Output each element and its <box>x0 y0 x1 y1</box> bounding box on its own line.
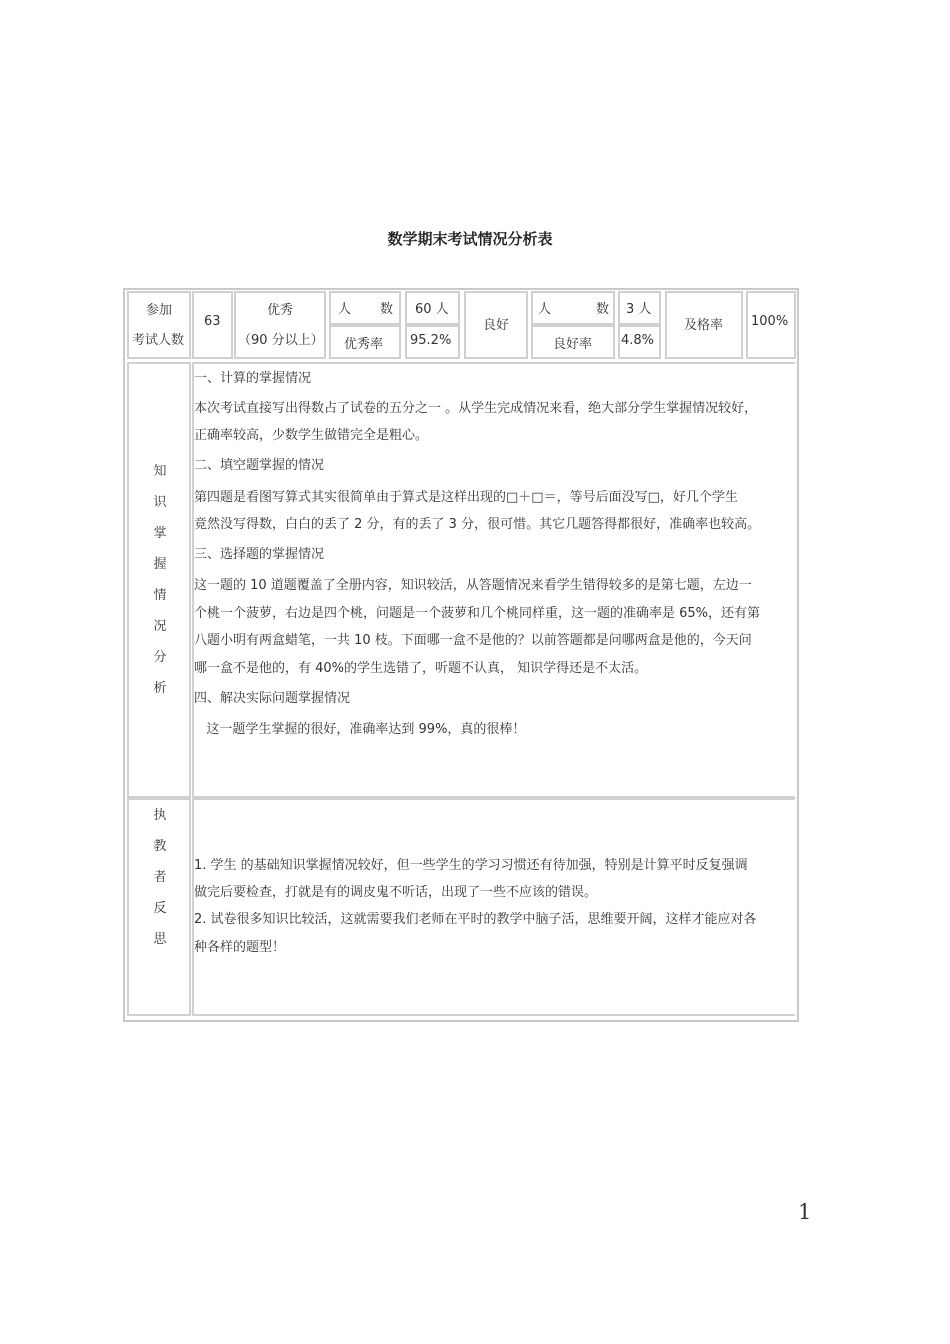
pass-rate-cell <box>746 291 796 359</box>
good-rate-label-cell <box>531 325 615 359</box>
paragraph-line: 这一题学生掌握的很好，准确率达到 99%，真的很棒！ <box>194 722 526 738</box>
good-rate-cell <box>618 325 661 359</box>
side-char: 知 <box>153 464 167 479</box>
good-rate-label: 良好率 <box>553 337 593 352</box>
side-char: 教 <box>153 839 167 854</box>
excellent-count: 60 人 <box>415 302 449 317</box>
good-label-cell <box>464 291 528 359</box>
paragraph-line: 个桃一个菠萝，右边是四个桃，问题是一个菠萝和几个桃同样重，这一题的准确率是 65%，还有第 <box>194 605 761 621</box>
excellent-label: 优秀 <box>267 303 294 318</box>
side-char: 况 <box>153 619 167 634</box>
paragraph-line: 正确率较高，少数学生做错完全是粗心。 <box>194 428 429 444</box>
side-char: 握 <box>153 557 167 572</box>
side-char: 掌 <box>153 526 167 541</box>
good-label: 良好 <box>483 318 510 333</box>
paragraph-line: 八题小明有两盒蜡笔，一共 10 枝。下面哪一盒不是他的？以前答题都是问哪两盒是他的，今天问 <box>194 633 752 649</box>
section-heading-choice: 三、选择题的掌握情况 <box>194 547 325 563</box>
good-count: 3 人 <box>626 302 652 317</box>
section-heading-fill-blank: 二、填空题掌握的情况 <box>194 458 325 474</box>
excellent-count-label-cell <box>329 291 401 325</box>
paragraph-line: 竟然没写得数，白白的丢了 2 分，有的丢了 3 分，很可惜。其它几题答得都很好，准确率也较高。 <box>194 516 761 532</box>
excellent-count-label-b: 数 <box>380 302 394 317</box>
knowledge-side-cell <box>127 362 191 798</box>
participants-label-line1: 参加 <box>146 303 173 318</box>
good-count-label-a: 人 <box>538 302 552 317</box>
good-count-label-b: 数 <box>596 302 610 317</box>
pass-rate-label: 及格率 <box>684 318 724 333</box>
page-title: 数学期末考试情况分析表 <box>387 230 553 248</box>
good-count-label-cell <box>531 291 615 325</box>
side-char: 析 <box>153 681 167 696</box>
knowledge-side-label <box>150 456 170 704</box>
side-char: 情 <box>153 588 167 603</box>
excellent-count-label-a: 人 <box>338 302 352 317</box>
side-char: 反 <box>153 901 167 916</box>
section-heading-word-problems: 四、解决实际问题掌握情况 <box>194 691 351 707</box>
pass-rate: 100% <box>751 314 789 329</box>
side-char: 思 <box>153 932 167 947</box>
excellent-rate-cell <box>405 325 460 359</box>
paragraph-line: 这一题的 10 道题覆盖了全册内容，知识较活，从答题情况来看学生错得较多的是第七题，左边一 <box>194 578 752 594</box>
excellent-count-cell <box>405 291 460 325</box>
knowledge-text <box>194 365 797 744</box>
side-char: 分 <box>153 650 167 665</box>
reflection-line: 1. 学生 的基础知识掌握情况较好，但一些学生的学习习惯还有待加强，特别是计算平时反复强调 <box>194 858 748 873</box>
reflection-line: 2. 试卷很多知识比较活，这就需要我们老师在平时的教学中脑子活，思维要开阔，这样才能应对各 <box>194 912 757 928</box>
participants-label-cell <box>127 291 191 359</box>
excellent-label-cell <box>234 291 326 359</box>
side-char: 者 <box>153 870 167 885</box>
good-count-cell <box>618 291 661 325</box>
reflection-side-cell <box>127 798 191 1016</box>
reflection-line: 做完后要检查，打就是有的调皮鬼不听话，出现了一些不应该的错误。 <box>194 885 598 901</box>
excellent-rate: 95.2% <box>410 333 452 348</box>
participants-label-line2: 考试人数 <box>132 333 185 348</box>
reflection-content-cell <box>192 798 796 1016</box>
good-rate: 4.8% <box>621 333 655 348</box>
participants-value-cell <box>192 291 233 359</box>
reflection-line: 种各样的题型！ <box>194 939 286 955</box>
side-char: 执 <box>153 808 167 823</box>
paragraph-line: 第四题是看图写算式其实很简单由于算式是这样出现的□＋□＝，等号后面没写□，好几个学生 <box>194 489 738 505</box>
paragraph-line: 本次考试直接写出得数占了试卷的五分之一 。从学生完成情况来看，绝大部分学生掌握情况较好， <box>194 401 758 416</box>
knowledge-content-cell <box>192 362 796 798</box>
participants-value: 63 <box>204 314 221 329</box>
excellent-sub-label: （90 分以上） <box>238 333 324 348</box>
section-heading-calculation: 一、计算的掌握情况 <box>194 371 312 386</box>
paragraph-line: 哪一盒不是他的，有 40%的学生选错了，听题不认真， 知识学得还是不太活。 <box>194 660 648 676</box>
side-char: 识 <box>153 495 167 510</box>
reflection-text <box>194 852 797 961</box>
reflection-side-label <box>150 800 170 955</box>
excellent-rate-label-cell <box>329 325 401 359</box>
page-number: 1 <box>798 1200 812 1224</box>
pass-rate-label-cell <box>665 291 743 359</box>
excellent-rate-label: 优秀率 <box>344 337 384 352</box>
